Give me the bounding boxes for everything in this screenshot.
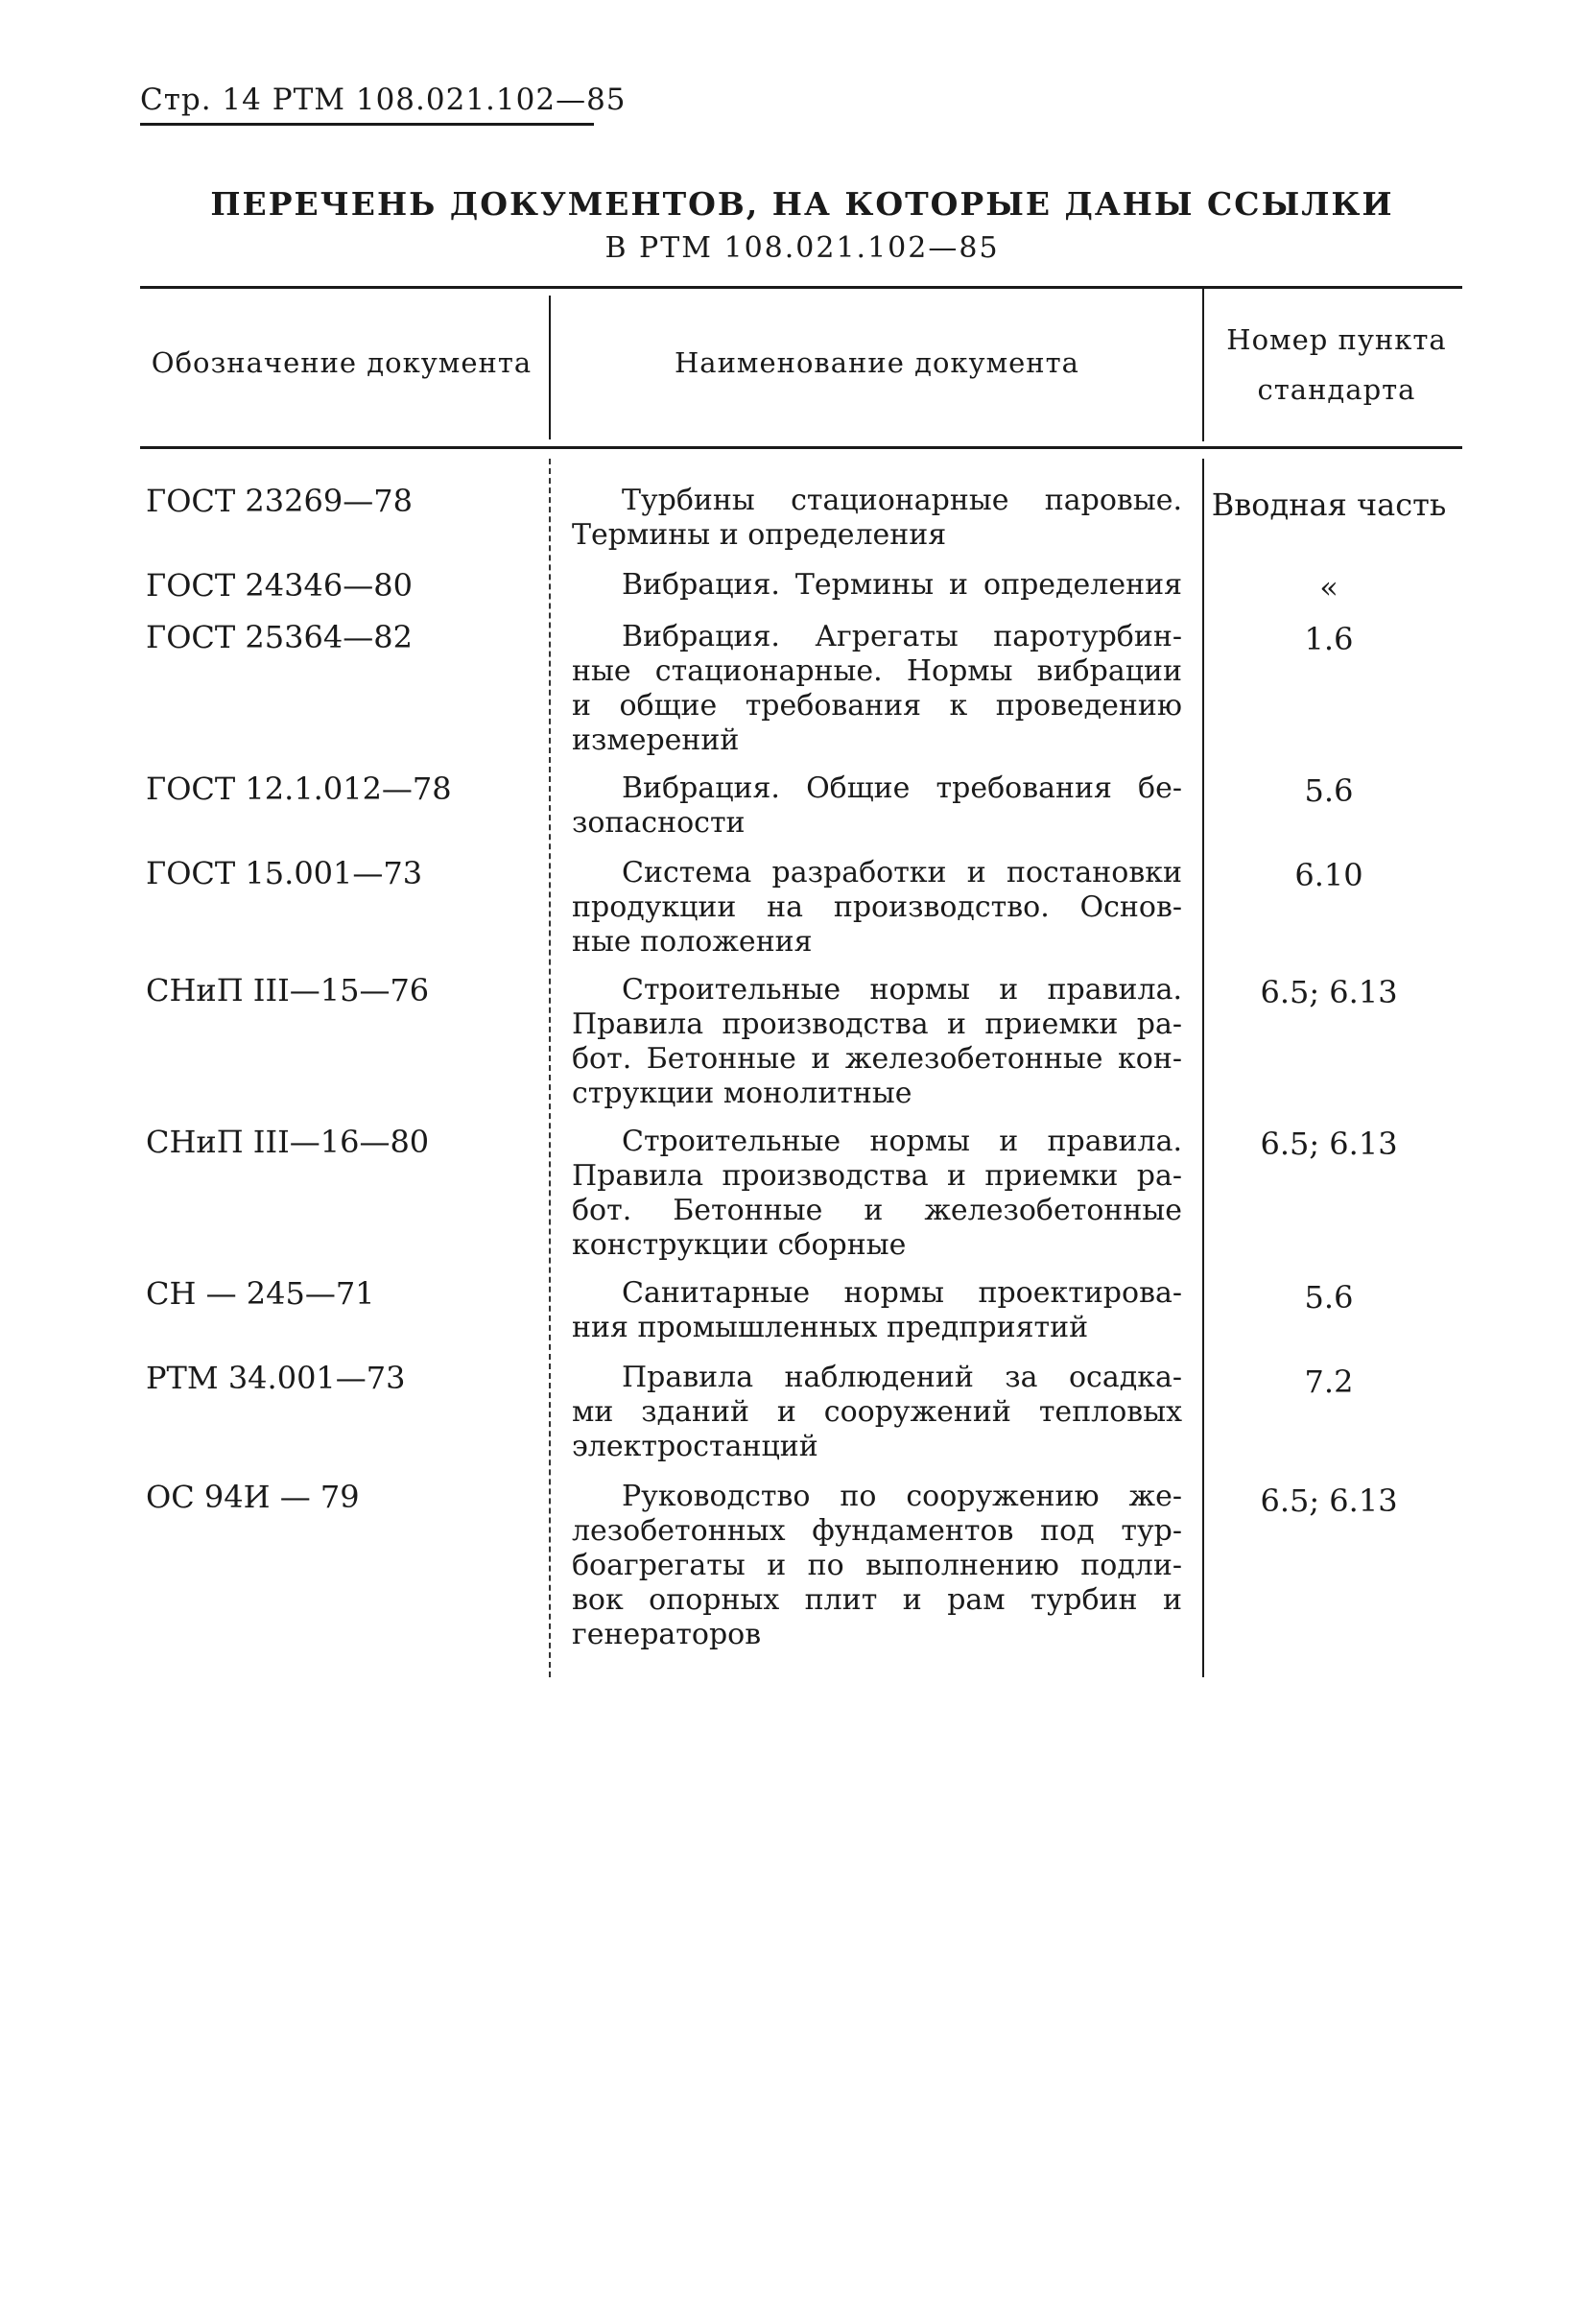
title-line-1: ПЕРЕЧЕНЬ ДОКУМЕНТОВ, НА КОТОРЫЕ ДАНЫ ССЫЛКИ bbox=[210, 185, 1394, 223]
row-10-code: ОС 94И — 79 bbox=[146, 1479, 360, 1515]
row-3-name-line: Вибрация. Агрегаты паротурбин- bbox=[622, 620, 1182, 653]
row-10-name-line: Руководство по сооружению же- bbox=[622, 1480, 1182, 1513]
row-10-name bbox=[572, 1480, 1182, 1652]
row-6-name-line: струкции монолитные bbox=[572, 1077, 912, 1110]
row-10-name-line: генераторов bbox=[572, 1618, 762, 1651]
row-7-name-line: Строительные нормы и правила. bbox=[622, 1125, 1182, 1158]
header-ref bbox=[1207, 315, 1466, 415]
row-9-name bbox=[572, 1361, 1182, 1464]
row-5-ref: 6.10 bbox=[1294, 857, 1363, 893]
row-5-name-line: Система разработки и постановки bbox=[622, 856, 1182, 889]
row-10-name-line: вок опорных плит и рам турбин и bbox=[572, 1583, 1182, 1617]
row-1-name bbox=[572, 484, 1182, 553]
row-6-ref: 6.5; 6.13 bbox=[1260, 974, 1398, 1010]
row-6-name bbox=[572, 973, 1182, 1111]
row-7-ref: 6.5; 6.13 bbox=[1260, 1126, 1398, 1162]
row-10-name-line: лезобетонных фундаментов под тур- bbox=[572, 1514, 1182, 1548]
row-9-name-line: Правила наблюдений за осадка- bbox=[622, 1361, 1182, 1394]
header-divider-1 bbox=[549, 296, 551, 439]
row-5-code: ГОСТ 15.001—73 bbox=[146, 855, 423, 891]
table-header-rule bbox=[140, 446, 1462, 449]
row-7-code: СНиП III—16—80 bbox=[146, 1124, 430, 1160]
title-line-2: В РТМ 108.021.102—85 bbox=[604, 231, 1000, 265]
header-code-label: Обозначение документа bbox=[151, 346, 533, 379]
row-8-name bbox=[572, 1276, 1182, 1345]
row-2-name-line: Вибрация. Термины и определения bbox=[622, 568, 1182, 602]
body-divider-1 bbox=[549, 459, 551, 1677]
row-5-name bbox=[572, 856, 1182, 960]
header-name-label: Наименование документа bbox=[675, 346, 1079, 379]
row-8-ref: 5.6 bbox=[1304, 1279, 1354, 1316]
table-top-rule bbox=[140, 286, 1462, 289]
row-2-ref: « bbox=[1319, 569, 1338, 605]
row-3-name-line: измерений bbox=[572, 723, 740, 757]
row-2-code: ГОСТ 24346—80 bbox=[146, 567, 413, 604]
row-3-ref: 1.6 bbox=[1304, 621, 1354, 657]
row-5-name-line: продукции на производство. Основ- bbox=[572, 890, 1182, 924]
row-1-code: ГОСТ 23269—78 bbox=[146, 483, 413, 519]
running-head: Стр. 14 РТМ 108.021.102—85 bbox=[140, 83, 594, 126]
row-9-code: РТМ 34.001—73 bbox=[146, 1360, 406, 1396]
row-3-name-line: ные стационарные. Нормы вибрации bbox=[572, 654, 1182, 688]
row-7-name-line: конструкции сборные bbox=[572, 1228, 907, 1262]
header-code bbox=[140, 338, 543, 388]
row-8-code: СН — 245—71 bbox=[146, 1275, 375, 1312]
row-4-name bbox=[572, 771, 1182, 841]
row-6-name-line: Строительные нормы и правила. bbox=[622, 973, 1182, 1007]
page-title bbox=[140, 182, 1464, 271]
row-2-name bbox=[572, 568, 1182, 603]
row-6-name-line: Правила производства и приемки ра- bbox=[572, 1008, 1182, 1041]
row-3-name bbox=[572, 620, 1182, 758]
row-4-code: ГОСТ 12.1.012—78 bbox=[146, 771, 452, 807]
row-10-ref: 6.5; 6.13 bbox=[1260, 1482, 1398, 1519]
row-1-ref: Вводная часть bbox=[1211, 486, 1447, 523]
row-7-name bbox=[572, 1125, 1182, 1263]
header-ref-line-1: Номер пункта bbox=[1226, 323, 1447, 356]
row-3-code: ГОСТ 25364—82 bbox=[146, 619, 413, 655]
row-6-name-line: бот. Бетонные и железобетонные кон- bbox=[572, 1042, 1182, 1076]
row-4-ref: 5.6 bbox=[1304, 772, 1354, 809]
row-4-name-line: Вибрация. Общие требования бе- bbox=[622, 771, 1182, 805]
header-divider-2 bbox=[1202, 288, 1204, 441]
row-8-name-line: ния промышленных предприятий bbox=[572, 1311, 1089, 1344]
row-1-name-line: Термины и определения bbox=[572, 518, 947, 552]
row-7-name-line: Правила производства и приемки ра- bbox=[572, 1159, 1182, 1193]
row-6-code: СНиП III—15—76 bbox=[146, 972, 430, 1008]
row-9-name-line: электростанций bbox=[572, 1430, 818, 1463]
row-4-name-line: зопасности bbox=[572, 806, 746, 840]
row-1-name-line: Турбины стационарные паровые. bbox=[622, 484, 1182, 517]
row-9-name-line: ми зданий и сооружений тепловых bbox=[572, 1395, 1182, 1429]
row-8-name-line: Санитарные нормы проектирова- bbox=[622, 1276, 1182, 1310]
row-5-name-line: ные положения bbox=[572, 925, 813, 959]
header-ref-line-2: стандарта bbox=[1257, 373, 1416, 406]
row-7-name-line: бот. Бетонные и железобетонные bbox=[572, 1194, 1182, 1227]
row-9-ref: 7.2 bbox=[1304, 1364, 1354, 1400]
header-name bbox=[557, 338, 1197, 388]
row-10-name-line: боагрегаты и по выполнению подли- bbox=[572, 1549, 1182, 1582]
row-3-name-line: и общие требования к проведению bbox=[572, 689, 1182, 723]
